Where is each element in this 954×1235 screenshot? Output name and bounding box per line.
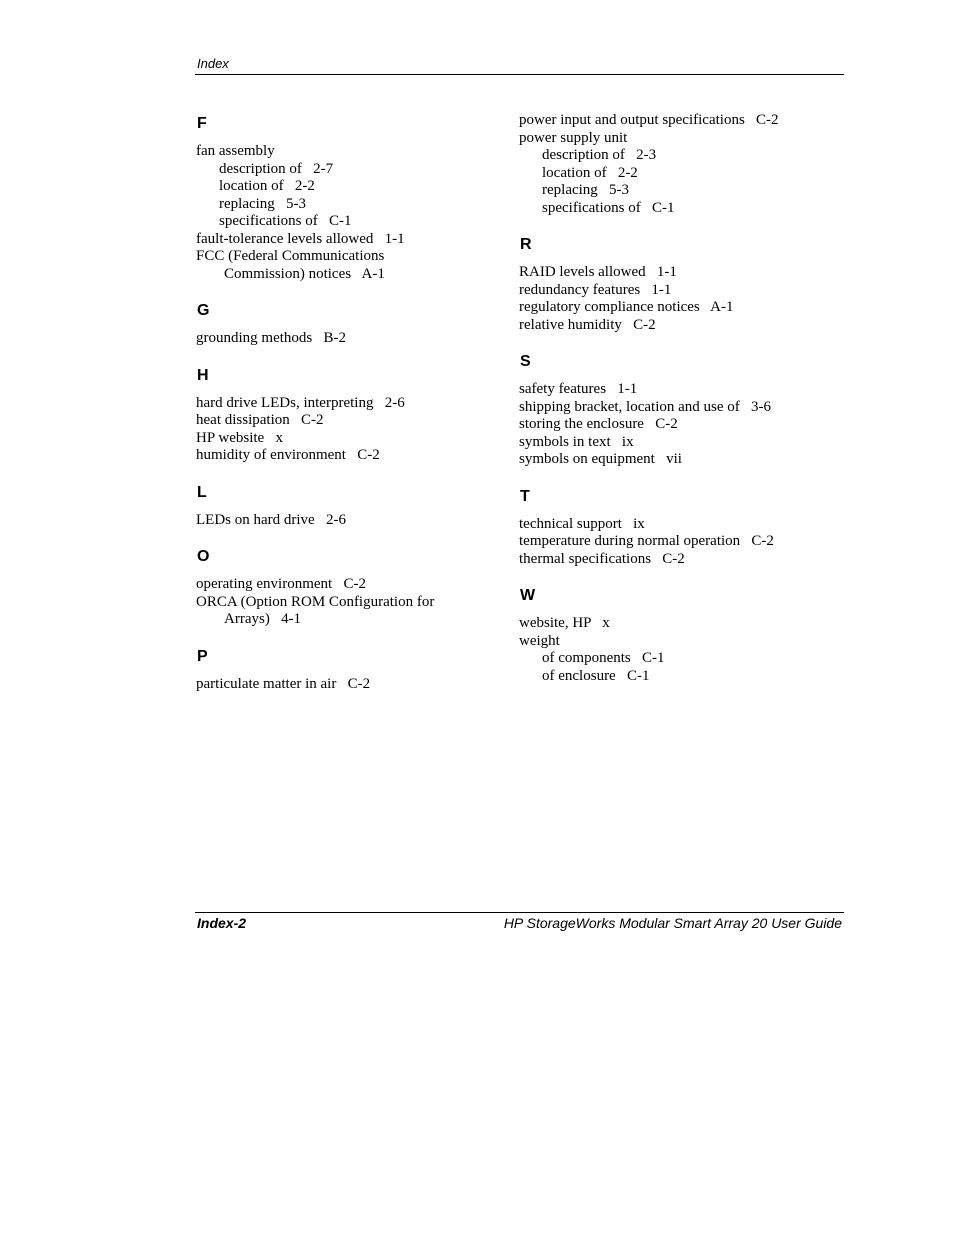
header-rule	[195, 74, 844, 75]
section-letter: W	[520, 587, 536, 604]
index-entry: shipping bracket, location and use of 3-6	[519, 398, 772, 415]
index-entry: safety features 1-1	[519, 381, 638, 397]
index-subentry: Commission) notices A-1	[224, 265, 385, 282]
section-letter: P	[197, 647, 208, 665]
index-section-o	[196, 547, 516, 629]
section-letter: L	[197, 483, 207, 501]
index-subentry: replacing 5-3	[542, 182, 630, 198]
section-letter: H	[197, 366, 209, 384]
index-subentry: specifications of C-1	[219, 213, 352, 229]
index-section-f	[196, 114, 516, 283]
section-letter: R	[520, 236, 532, 253]
index-entry: relative humidity C-2	[519, 316, 656, 333]
index-entry: operating environment C-2	[196, 576, 366, 592]
index-entry: grounding methods B-2	[196, 330, 346, 346]
section-letter: T	[520, 487, 530, 505]
index-entry: RAID levels allowed 1-1	[519, 264, 677, 280]
index-entry: website, HP x	[519, 615, 610, 631]
index-entry: symbols in text ix	[519, 433, 634, 450]
index-entry: hard drive LEDs, interpreting 2-6	[196, 394, 405, 411]
index-section-t	[519, 487, 839, 569]
index-entry: humidity of environment C-2	[196, 447, 380, 463]
index-subentry: of components C-1	[542, 650, 665, 666]
index-entry: fan assembly	[196, 143, 275, 159]
index-entry: power input and output specifications C-2	[519, 112, 779, 128]
index-entry: FCC (Federal Communications	[196, 248, 385, 264]
index-entry: weight	[519, 632, 560, 649]
index-entry: LEDs on hard drive 2-6	[196, 511, 346, 528]
index-entry: power supply unit	[519, 129, 628, 146]
index-subentry: description of 2-7	[219, 160, 334, 177]
index-column-right	[519, 112, 839, 703]
index-entry: temperature during normal operation C-2	[519, 533, 774, 549]
index-entry: HP website x	[196, 429, 283, 446]
continued-entries	[519, 112, 839, 217]
index-entry: particulate matter in air C-2	[196, 675, 371, 692]
index-entry: redundancy features 1-1	[519, 281, 672, 298]
index-subentry: specifications of C-1	[542, 199, 675, 216]
running-header: Index	[197, 56, 229, 71]
index-entry: ORCA (Option ROM Configuration for	[196, 593, 435, 610]
index-section-s	[519, 352, 839, 469]
index-entry: fault-tolerance levels allowed 1-1	[196, 230, 405, 247]
page-number: Index-2	[197, 915, 247, 931]
index-section-g	[196, 301, 516, 348]
book-title: HP StorageWorks Modular Smart Array 20 User Guide	[503, 915, 842, 931]
index-entry: heat dissipation C-2	[196, 412, 324, 428]
index-subentry: replacing 5-3	[219, 195, 307, 212]
index-subentry: location of 2-2	[219, 178, 315, 194]
index-entry: storing the enclosure C-2	[519, 416, 678, 432]
index-subentry: of enclosure C-1	[542, 667, 650, 684]
index-entry: symbols on equipment vii	[519, 451, 682, 467]
index-entry: thermal specifications C-2	[519, 550, 685, 567]
index-entry: regulatory compliance notices A-1	[519, 299, 734, 315]
section-letter: G	[197, 302, 210, 319]
index-section-l	[196, 483, 516, 530]
index-entry: technical support ix	[519, 515, 645, 532]
index-subentry: Arrays) 4-1	[224, 611, 302, 627]
index-section-h	[196, 366, 516, 465]
index-section-w	[519, 586, 839, 685]
footer-rule	[195, 912, 844, 913]
section-letter: O	[197, 548, 210, 565]
section-letter: S	[520, 353, 531, 370]
index-section-p	[196, 647, 516, 694]
index-subentry: description of 2-3	[542, 147, 657, 163]
section-letter: F	[197, 115, 207, 132]
index-section-r	[519, 235, 839, 334]
index-column-left	[196, 112, 516, 711]
index-subentry: location of 2-2	[542, 164, 638, 181]
